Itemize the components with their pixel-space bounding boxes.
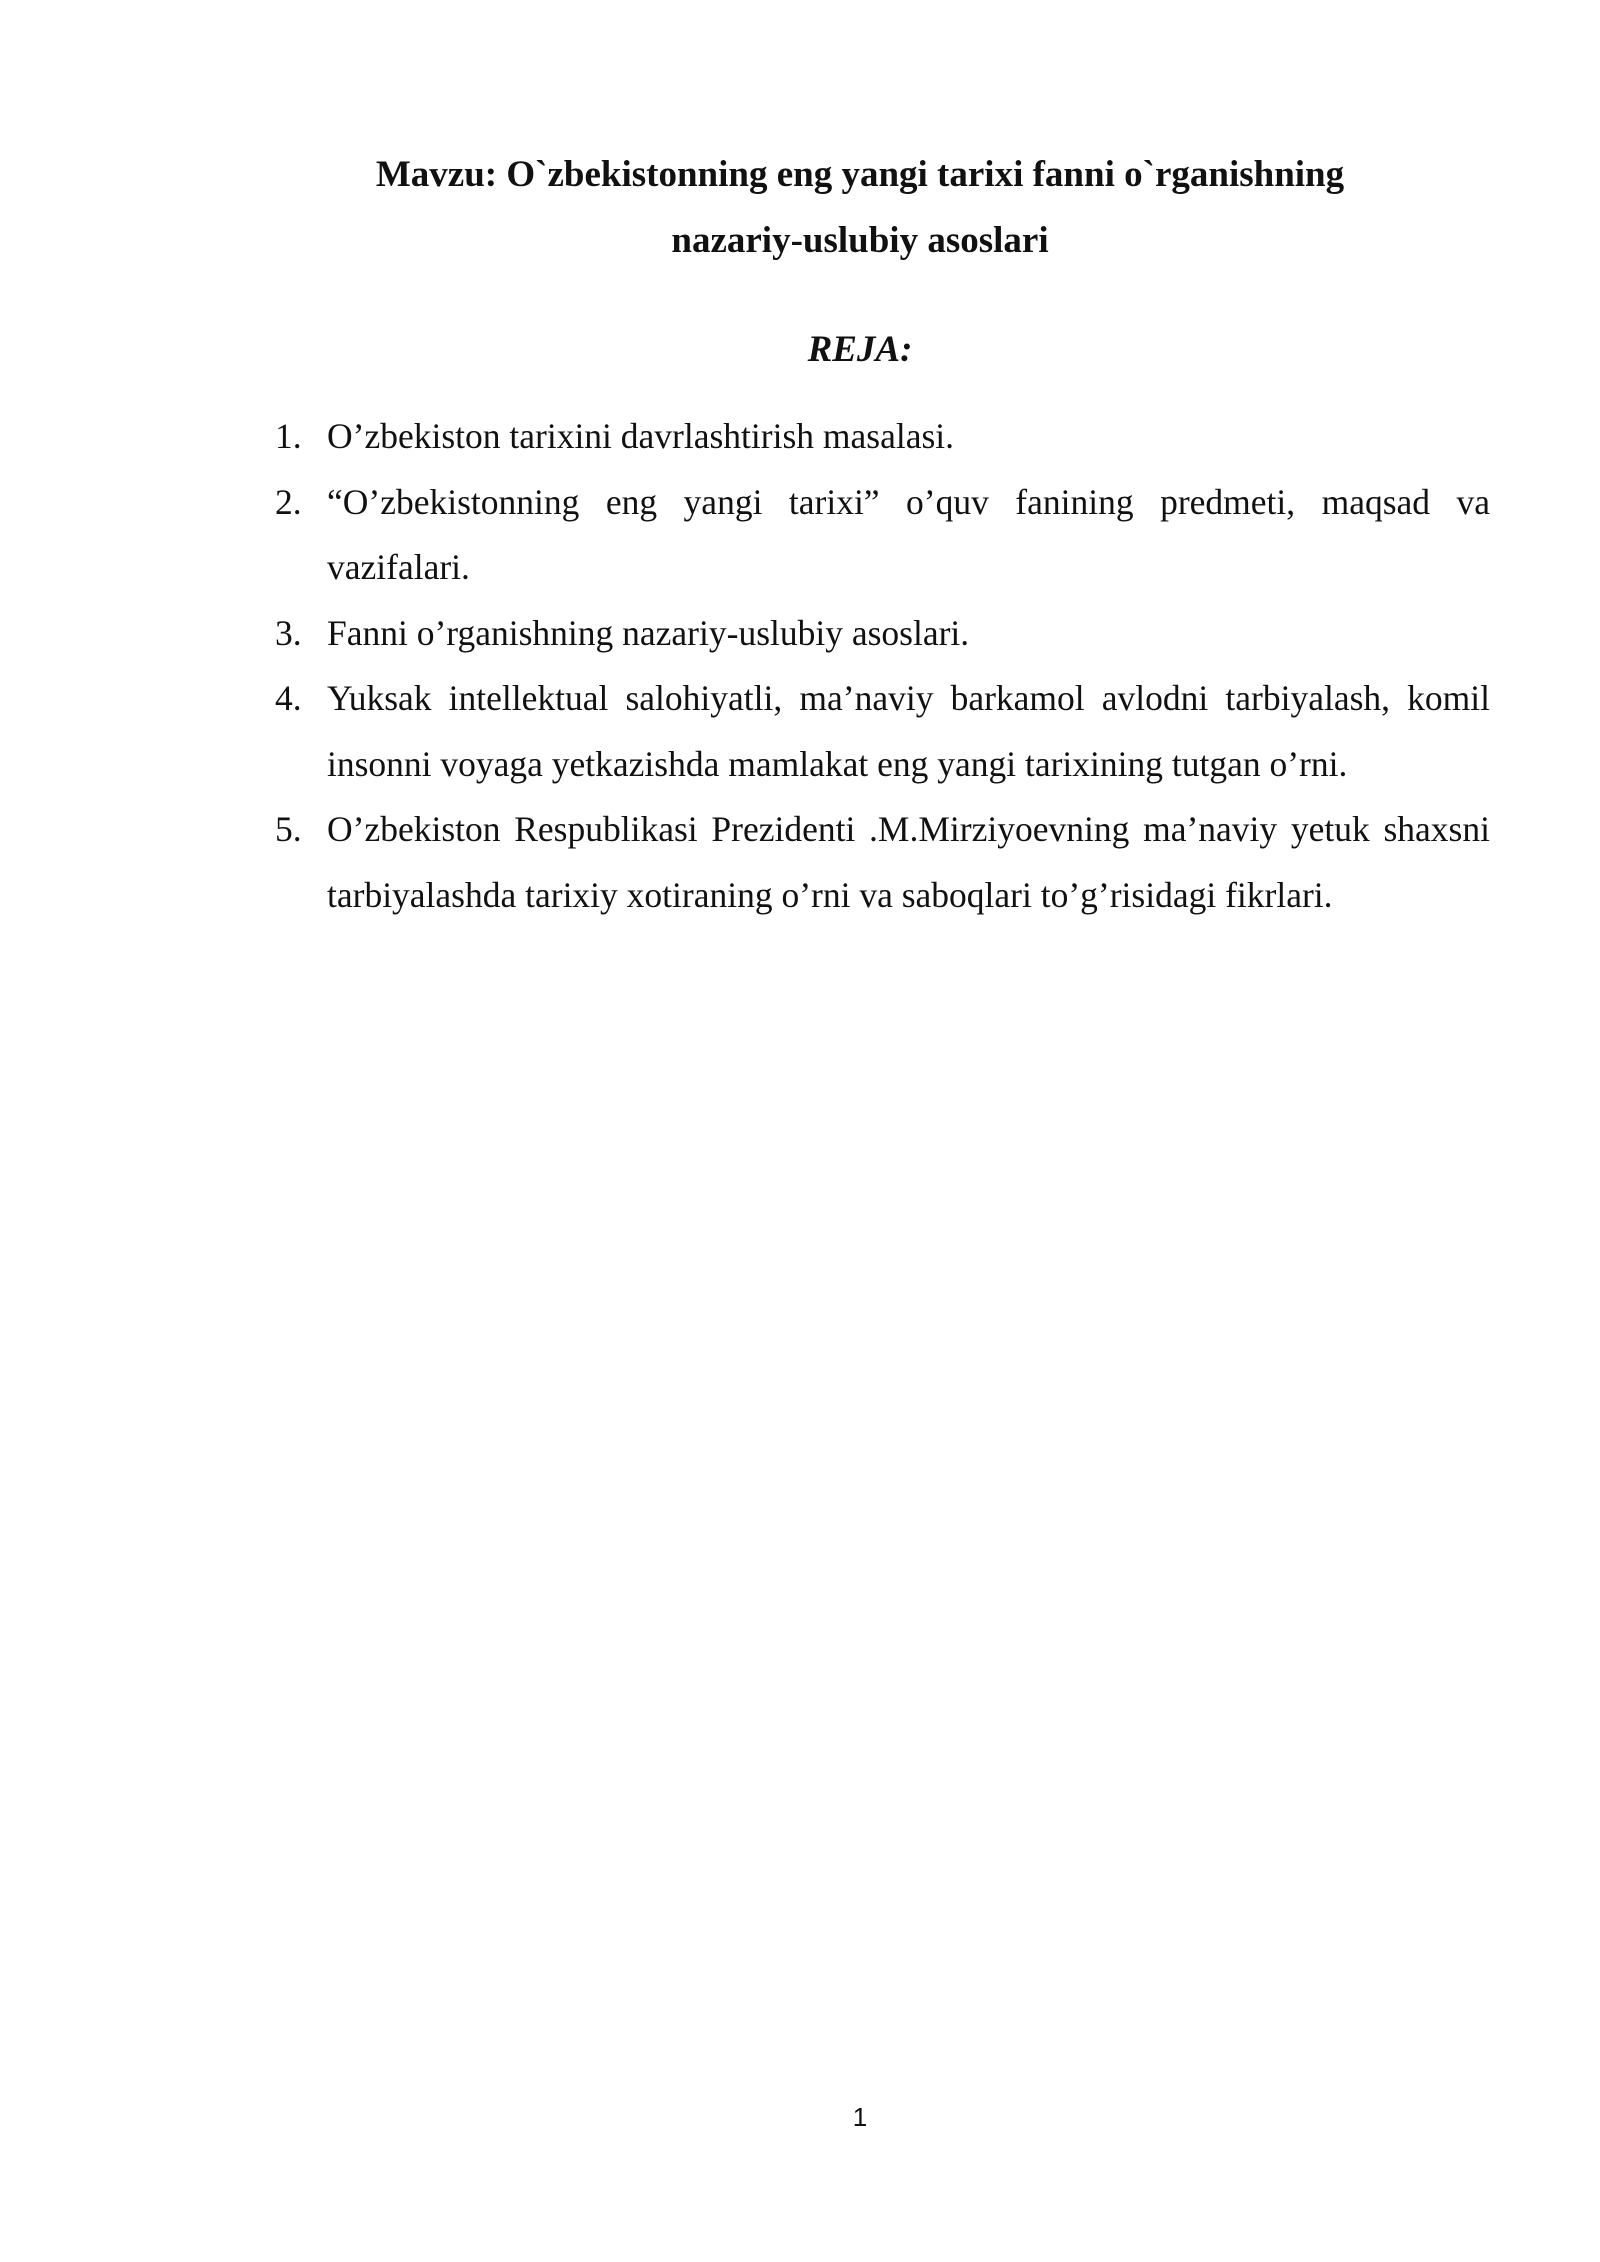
plan-list <box>275 404 1490 928</box>
plan-item-text: “O’zbekistonning eng yangi tarixi” o’quv fanining predmeti, maqsad va vazifalari. <box>327 481 1490 587</box>
plan-item-number: 5. <box>275 809 302 849</box>
plan-item-number: 1. <box>275 416 302 456</box>
page-number: 1 <box>852 2102 868 2132</box>
plan-heading: REJA: <box>807 329 913 370</box>
plan-item-number: 2. <box>275 481 302 522</box>
plan-item-2 <box>275 470 1490 601</box>
plan-item-number: 4. <box>275 678 302 718</box>
title-line-1: Mavzu: O`zbekistonning eng yangi tarixi fanni o`rganishning <box>375 154 1345 195</box>
plan-item-number: 3. <box>275 612 302 653</box>
plan-item-5 <box>275 797 1490 928</box>
page-title <box>0 142 1600 274</box>
plan-item-text: O’zbekiston Respublikasi Prezidenti .M.Mirziyoevning ma’naviy yetuk shaxsni tarbiyalashda tarixiy xotiraning o’rni va saboqlari to’g’risidagi fikrlari. <box>327 809 1490 915</box>
plan-item-4 <box>275 666 1490 797</box>
plan-item-1 <box>275 404 1490 470</box>
plan-item-text: Fanni o’rganishning nazariy-uslubiy asoslari. <box>327 612 970 653</box>
title-line-2: nazariy-uslubiy asoslari <box>671 220 1049 261</box>
plan-item-text: O’zbekiston tarixini davrlashtirish masalasi. <box>327 416 955 456</box>
plan-item-text: Yuksak intellektual salohiyatli, ma’naviy barkamol avlodni tarbiyalash, komil insonni voyaga yetkazishda mamlakat eng yangi tarixining tutgan o’rni. <box>327 678 1490 784</box>
plan-item-3 <box>275 601 1490 667</box>
